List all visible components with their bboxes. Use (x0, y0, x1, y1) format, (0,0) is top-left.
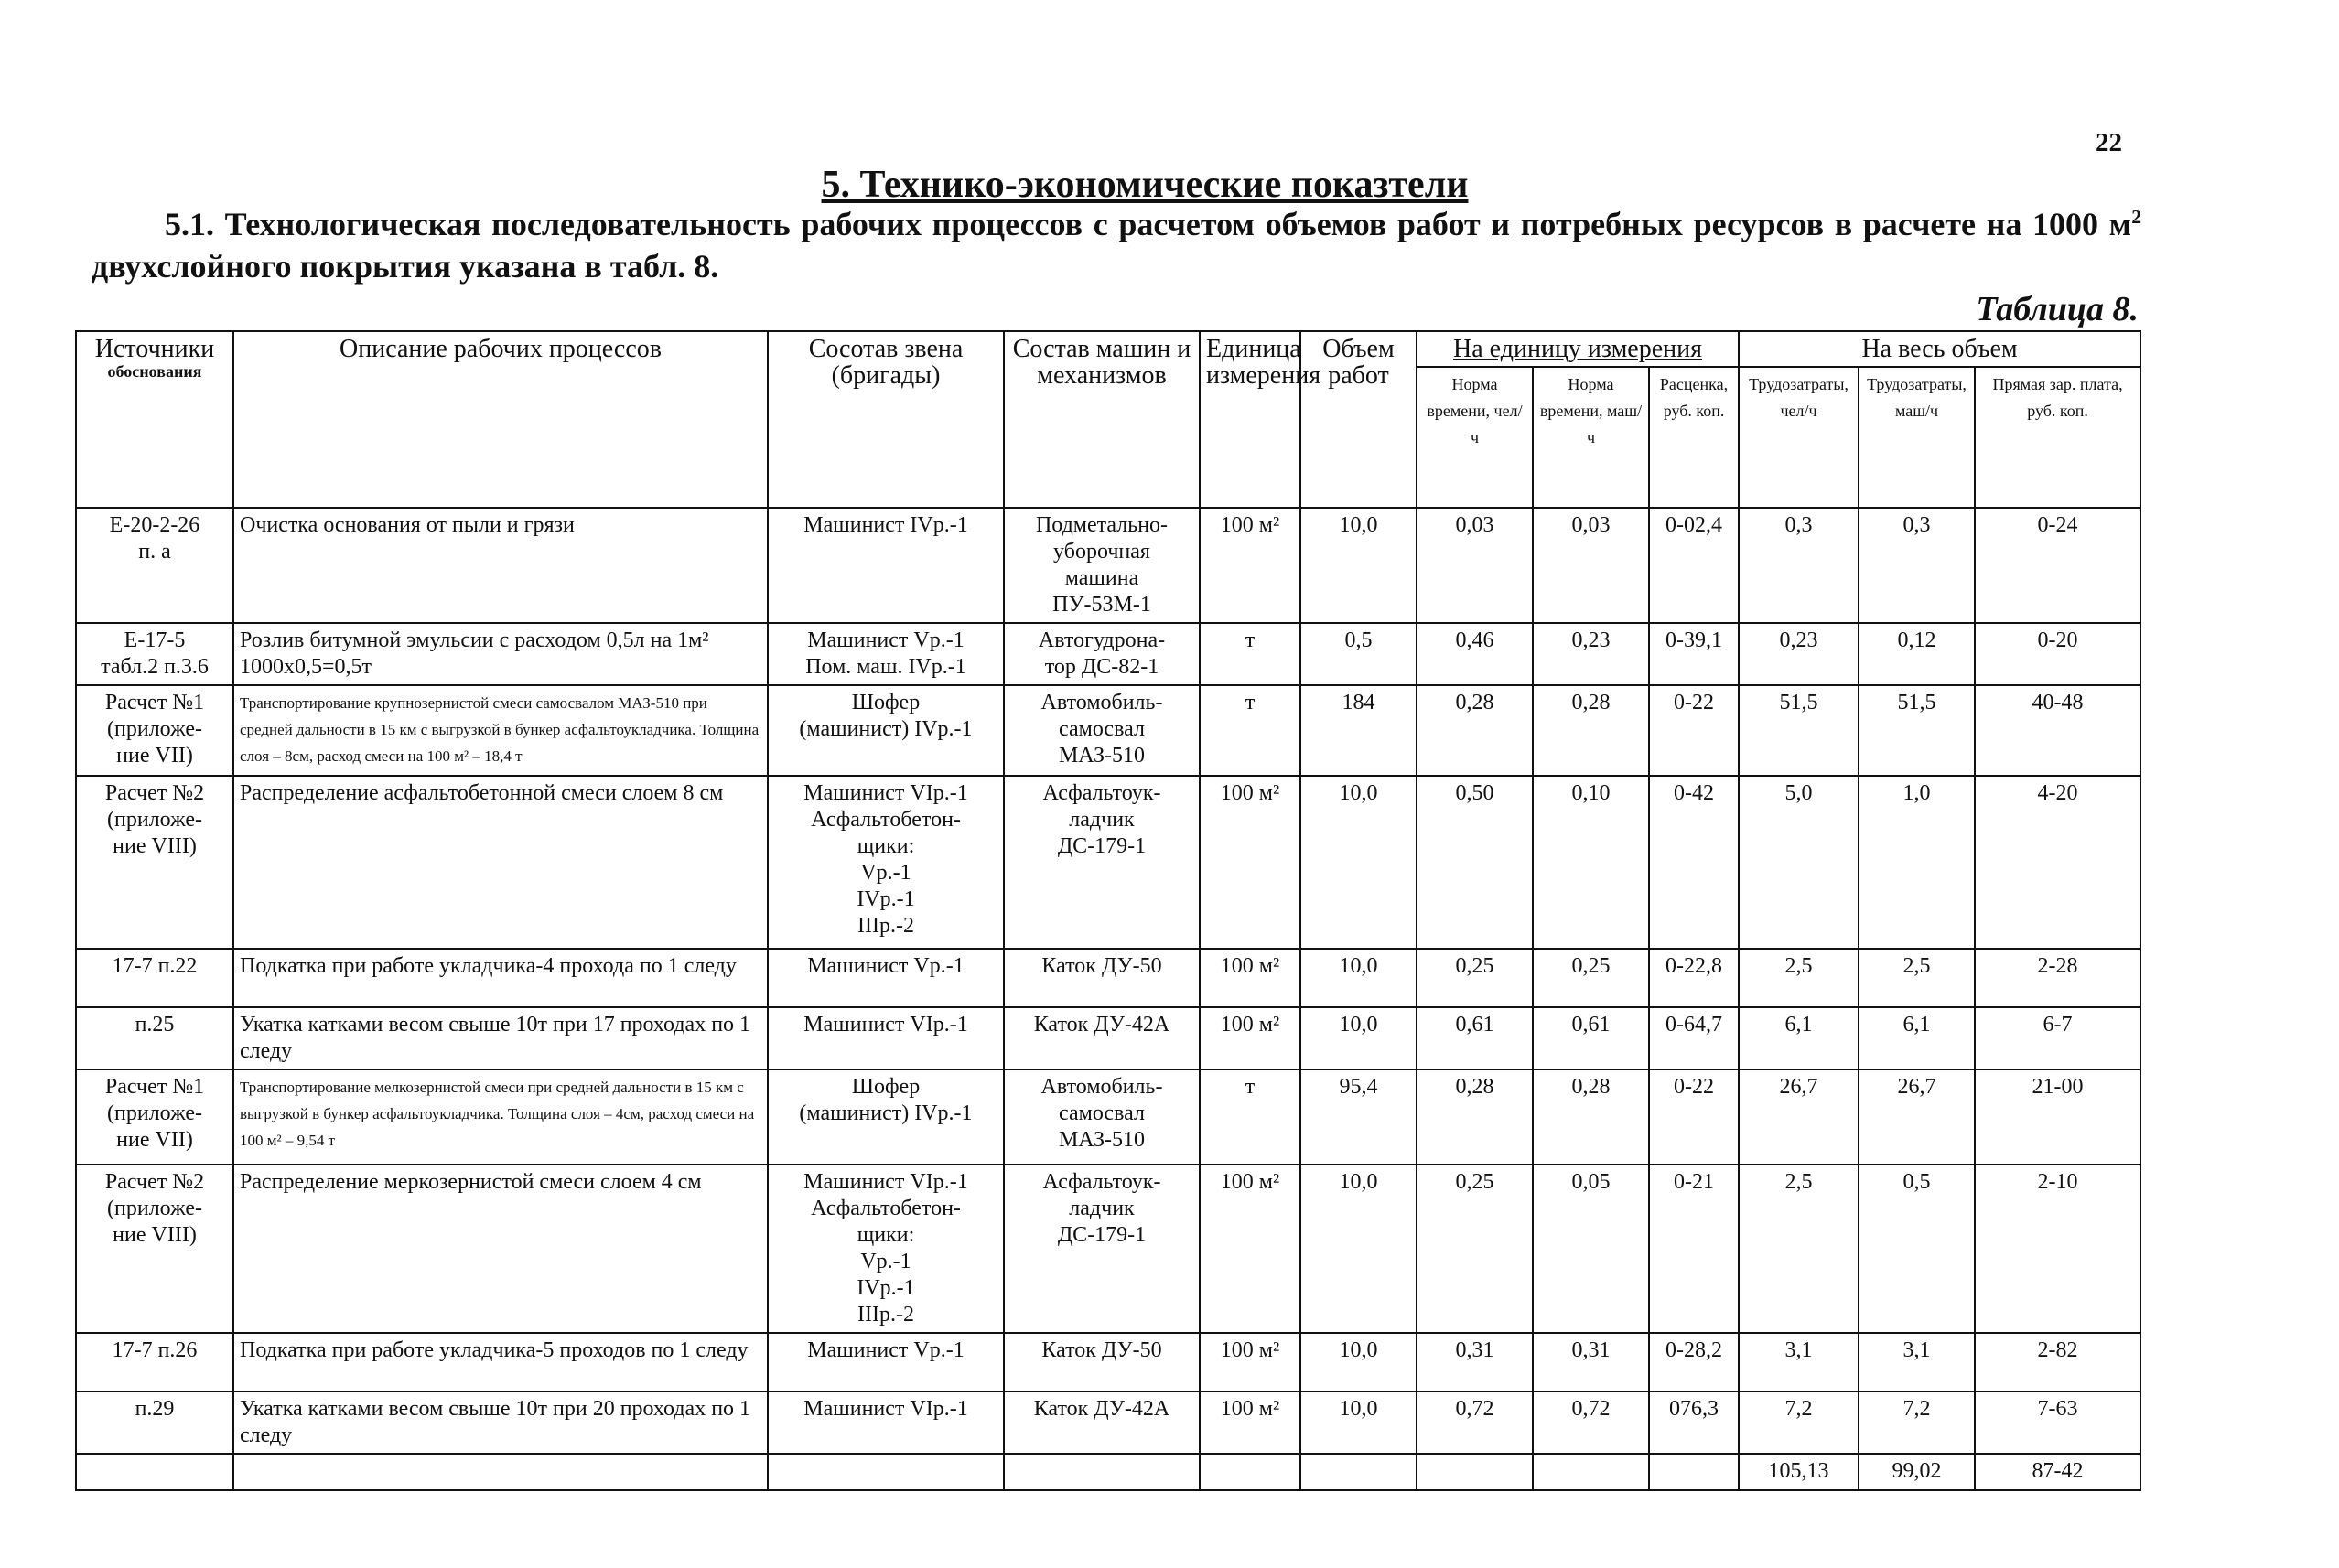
description-cell: Транспортирование крупнозернистой смеси самосвалом МАЗ-510 при средней дальности в 15 км с выгрузкой в бункер асфальтоукладчика. Толщина слоя – 8см, расход смеси на 100 м² – 18,4 т (233, 685, 768, 776)
machines-cell (1004, 623, 1200, 685)
machine-line: Подметально- (1035, 513, 1169, 537)
header-description: Описание рабочих процессов (233, 331, 768, 508)
crew-cell (768, 1007, 1004, 1069)
labor-person-cell: 0,23 (1739, 623, 1859, 685)
crew-line: Машинист Vр.-1 (807, 954, 965, 978)
norm-machine-cell: 0,25 (1533, 949, 1649, 1007)
header-source: Источники обоснования (76, 331, 233, 508)
header-rate: Расценка, руб. коп. (1649, 367, 1739, 508)
volume-cell: 10,0 (1300, 1333, 1417, 1391)
source-cell (76, 1333, 233, 1391)
crew-line: (машинист) IVр.-1 (799, 717, 973, 741)
table-row (76, 1391, 2140, 1454)
source-cell (76, 1165, 233, 1333)
header-volume: Объем работ (1300, 331, 1417, 508)
source-line: п.29 (135, 1397, 175, 1421)
labor-person-cell: 51,5 (1739, 685, 1859, 776)
rate-cell: 0-42 (1649, 776, 1739, 949)
pay-cell: 4-20 (1975, 776, 2140, 949)
rate-cell: 0-02,4 (1649, 508, 1739, 623)
source-line: Е-17-5 (124, 628, 186, 652)
crew-cell (768, 949, 1004, 1007)
crew-line: Vр.-1 (860, 861, 911, 885)
table-row (76, 685, 2140, 776)
crew-line: IVр.-1 (857, 1276, 915, 1300)
machine-line: Асфальтоук- (1042, 1170, 1161, 1194)
labor-machine-cell: 2,5 (1859, 949, 1975, 1007)
crew-line: Машинист VIр.-1 (803, 1170, 968, 1194)
norm-person-cell: 0,46 (1417, 623, 1533, 685)
rate-cell: 0-28,2 (1649, 1333, 1739, 1391)
labor-machine-cell: 0,12 (1859, 623, 1975, 685)
source-line: (приложе- (107, 1101, 202, 1125)
machine-line: тор ДС-82-1 (1044, 655, 1159, 679)
header-unit: Единица измерения (1200, 331, 1300, 508)
machine-line: Автомобиль- (1040, 1075, 1163, 1099)
header-pay: Прямая зар. плата, руб. коп. (1975, 367, 2140, 508)
machine-line: ПУ-53М-1 (1052, 593, 1151, 617)
crew-line: Машинист Vр.-1 (807, 628, 965, 652)
pay-cell: 40-48 (1975, 685, 2140, 776)
crew-line: щики: (857, 834, 915, 858)
table-row (76, 623, 2140, 685)
data-table (75, 330, 2141, 1491)
norm-person-cell: 0,28 (1417, 685, 1533, 776)
labor-machine-cell: 7,2 (1859, 1391, 1975, 1454)
crew-line: Асфальтобетон- (811, 808, 961, 832)
source-line: ние VIII) (113, 1223, 197, 1247)
header-machines: Состав машин и механизмов (1004, 331, 1200, 508)
section-heading: 5. Технико-экономические показтели (821, 164, 1469, 206)
description-cell: Очистка основания от пыли и грязи (233, 508, 768, 623)
pay-cell: 7-63 (1975, 1391, 2140, 1454)
norm-person-cell: 0,03 (1417, 508, 1533, 623)
total-labor-person: 105,13 (1739, 1454, 1859, 1490)
machines-cell (1004, 1069, 1200, 1165)
volume-cell: 0,5 (1300, 623, 1417, 685)
norm-person-cell: 0,31 (1417, 1333, 1533, 1391)
volume-cell: 10,0 (1300, 949, 1417, 1007)
source-line: Расчет №1 (104, 691, 205, 714)
table-row (76, 1165, 2140, 1333)
source-line: Расчет №1 (104, 1075, 205, 1099)
source-line: п.25 (135, 1013, 175, 1036)
norm-person-cell: 0,25 (1417, 1165, 1533, 1333)
machines-cell (1004, 1391, 1200, 1454)
source-line: табл.2 п.3.6 (101, 655, 209, 679)
crew-line: Шофер (851, 691, 921, 714)
header-norm-person: Норма времени, чел/ч (1417, 367, 1533, 508)
source-line: Расчет №2 (104, 781, 205, 805)
norm-machine-cell: 0,28 (1533, 685, 1649, 776)
norm-machine-cell: 0,28 (1533, 1069, 1649, 1165)
norm-machine-cell: 0,05 (1533, 1165, 1649, 1333)
labor-person-cell: 2,5 (1739, 1165, 1859, 1333)
unit-cell: 100 м² (1200, 1007, 1300, 1069)
description-cell: Подкатка при работе укладчика-4 прохода по 1 следу (233, 949, 768, 1007)
volume-cell: 10,0 (1300, 1165, 1417, 1333)
labor-person-cell: 6,1 (1739, 1007, 1859, 1069)
crew-line: Машинист IVр.-1 (803, 513, 968, 537)
norm-machine-cell: 0,23 (1533, 623, 1649, 685)
machine-line: Асфальтоук- (1042, 781, 1161, 805)
unit-cell: 100 м² (1200, 1391, 1300, 1454)
machine-line: Автомобиль- (1040, 691, 1163, 714)
crew-cell (768, 776, 1004, 949)
norm-person-cell: 0,61 (1417, 1007, 1533, 1069)
unit-cell: 100 м² (1200, 1165, 1300, 1333)
norm-machine-cell: 0,72 (1533, 1391, 1649, 1454)
machines-cell (1004, 776, 1200, 949)
empty-cell (1004, 1454, 1200, 1490)
machines-cell (1004, 1165, 1200, 1333)
empty-cell (1300, 1454, 1417, 1490)
total-labor-machine: 99,02 (1859, 1454, 1975, 1490)
machine-line: самосвал (1059, 1101, 1145, 1125)
unit-cell: т (1200, 685, 1300, 776)
norm-machine-cell: 0,10 (1533, 776, 1649, 949)
machines-cell (1004, 1007, 1200, 1069)
crew-cell (768, 1165, 1004, 1333)
norm-machine-cell: 0,31 (1533, 1333, 1649, 1391)
empty-cell (1649, 1454, 1739, 1490)
unit-cell: 100 м² (1200, 776, 1300, 949)
source-line: 17-7 п.26 (112, 1338, 198, 1362)
source-line: ние VII) (116, 744, 193, 768)
crew-line: IIIр.-2 (857, 1303, 914, 1326)
source-cell (76, 623, 233, 685)
empty-cell (233, 1454, 768, 1490)
volume-cell: 95,4 (1300, 1069, 1417, 1165)
table-caption: Таблица 8. (1976, 290, 2139, 328)
pay-cell: 6-7 (1975, 1007, 2140, 1069)
machines-cell (1004, 508, 1200, 623)
page-number: 22 (2096, 128, 2122, 157)
crew-cell (768, 685, 1004, 776)
total-pay: 87-42 (1975, 1454, 2140, 1490)
rate-cell: 0-39,1 (1649, 623, 1739, 685)
header-source-sub: обоснования (107, 362, 202, 381)
machine-line: ДС-179-1 (1057, 834, 1147, 858)
machine-line: Каток ДУ-50 (1041, 954, 1162, 978)
labor-machine-cell: 0,5 (1859, 1165, 1975, 1333)
labor-person-cell: 26,7 (1739, 1069, 1859, 1165)
intro-text-before: Технологическая последовательность рабочих процессов с расчетом объемов работ и потребных ресурсов в расчете на 1000 м (224, 206, 2132, 242)
source-line: (приложе- (107, 808, 202, 832)
table-row (76, 1333, 2140, 1391)
source-line: ние VII) (116, 1128, 193, 1152)
crew-line: IVр.-1 (857, 887, 915, 911)
table-row (76, 508, 2140, 623)
source-cell (76, 508, 233, 623)
description-cell: Распределение асфальтобетонной смеси слоем 8 см (233, 776, 768, 949)
labor-machine-cell: 51,5 (1859, 685, 1975, 776)
description-cell: Подкатка при работе укладчика-5 проходов по 1 следу (233, 1333, 768, 1391)
rate-cell: 0-22,8 (1649, 949, 1739, 1007)
totals-row (76, 1454, 2140, 1490)
source-line: Расчет №2 (104, 1170, 205, 1194)
volume-cell: 10,0 (1300, 1391, 1417, 1454)
header-norm-machine: Норма времени, маш/ч (1533, 367, 1649, 508)
header-labor-machine: Трудозатраты, маш/ч (1859, 367, 1975, 508)
volume-cell: 184 (1300, 685, 1417, 776)
norm-person-cell: 0,50 (1417, 776, 1533, 949)
header-crew: Сосотав звена (бригады) (768, 331, 1004, 508)
table-row (76, 776, 2140, 949)
machine-line: ДС-179-1 (1057, 1223, 1147, 1247)
crew-line: щики: (857, 1223, 915, 1247)
source-cell (76, 685, 233, 776)
header-total-group: На весь объем (1739, 331, 2140, 367)
table-row (76, 1069, 2140, 1165)
machine-line: Каток ДУ-50 (1041, 1338, 1162, 1362)
source-cell (76, 949, 233, 1007)
description-cell: Укатка катками весом свыше 10т при 20 проходах по 1 следу (233, 1391, 768, 1454)
description-cell: Транспортирование мелкозернистой смеси при средней дальности в 15 км с выгрузкой в бункер асфальтоукладчика. Толщина слоя – 4см, расход смеси на 100 м² – 9,54 т (233, 1069, 768, 1165)
volume-cell: 10,0 (1300, 508, 1417, 623)
empty-cell (76, 1454, 233, 1490)
source-line: 17-7 п.22 (112, 954, 198, 978)
empty-cell (1533, 1454, 1649, 1490)
crew-line: Vр.-1 (860, 1250, 911, 1273)
volume-cell: 10,0 (1300, 776, 1417, 949)
norm-person-cell: 0,28 (1417, 1069, 1533, 1165)
source-cell (76, 1391, 233, 1454)
intro-paragraph (92, 203, 2141, 287)
labor-person-cell: 7,2 (1739, 1391, 1859, 1454)
norm-machine-cell: 0,61 (1533, 1007, 1649, 1069)
norm-person-cell: 0,72 (1417, 1391, 1533, 1454)
labor-machine-cell: 1,0 (1859, 776, 1975, 949)
source-line: (приложе- (107, 1197, 202, 1220)
crew-line: Машинист VIр.-1 (803, 781, 968, 805)
unit-cell: 100 м² (1200, 1333, 1300, 1391)
machines-cell (1004, 949, 1200, 1007)
crew-cell (768, 1391, 1004, 1454)
machine-line: машина (1064, 566, 1139, 590)
machine-line: Каток ДУ-42А (1033, 1397, 1170, 1421)
unit-cell: т (1200, 1069, 1300, 1165)
norm-machine-cell: 0,03 (1533, 508, 1649, 623)
source-line: п. а (138, 540, 171, 564)
crew-line: Машинист VIр.-1 (803, 1397, 968, 1421)
rate-cell: 0-22 (1649, 685, 1739, 776)
crew-cell (768, 508, 1004, 623)
description-cell: Розлив битумной эмульсии с расходом 0,5л на 1м² 1000х0,5=0,5т (233, 623, 768, 685)
source-cell (76, 1069, 233, 1165)
description-cell: Укатка катками весом свыше 10т при 17 проходах по 1 следу (233, 1007, 768, 1069)
volume-cell: 10,0 (1300, 1007, 1417, 1069)
unit-cell: 100 м² (1200, 508, 1300, 623)
header-labor-person: Трудозатраты, чел/ч (1739, 367, 1859, 508)
intro-number: 5.1. (165, 206, 214, 242)
crew-line: Машинист Vр.-1 (807, 1338, 965, 1362)
machines-cell (1004, 1333, 1200, 1391)
pay-cell: 2-28 (1975, 949, 2140, 1007)
source-cell (76, 776, 233, 949)
crew-cell (768, 1069, 1004, 1165)
machine-line: МАЗ-510 (1058, 744, 1146, 768)
crew-line: Пом. маш. IVр.-1 (805, 655, 966, 679)
empty-cell (1417, 1454, 1533, 1490)
machine-line: самосвал (1059, 717, 1145, 741)
intro-text-after: двухслойного покрытия указана в табл. 8. (92, 248, 719, 285)
machine-line: ладчик (1069, 808, 1135, 832)
labor-person-cell: 5,0 (1739, 776, 1859, 949)
empty-cell (1200, 1454, 1300, 1490)
labor-machine-cell: 26,7 (1859, 1069, 1975, 1165)
crew-line: Шофер (851, 1075, 921, 1099)
labor-person-cell: 3,1 (1739, 1333, 1859, 1391)
intro-sup: 2 (2131, 206, 2142, 228)
machine-line: Автогудрона- (1038, 628, 1166, 652)
source-line: Е-20-2-26 (109, 513, 200, 537)
pay-cell: 2-10 (1975, 1165, 2140, 1333)
crew-line: Машинист VIр.-1 (803, 1013, 968, 1036)
labor-person-cell: 0,3 (1739, 508, 1859, 623)
source-cell (76, 1007, 233, 1069)
pay-cell: 0-24 (1975, 508, 2140, 623)
labor-machine-cell: 3,1 (1859, 1333, 1975, 1391)
pay-cell: 21-00 (1975, 1069, 2140, 1165)
norm-person-cell: 0,25 (1417, 949, 1533, 1007)
pay-cell: 0-20 (1975, 623, 2140, 685)
header-row-1 (76, 331, 2140, 367)
crew-cell (768, 623, 1004, 685)
rate-cell: 0-64,7 (1649, 1007, 1739, 1069)
machine-line: МАЗ-510 (1058, 1128, 1146, 1152)
crew-line: (машинист) IVр.-1 (799, 1101, 973, 1125)
crew-line: Асфальтобетон- (811, 1197, 961, 1220)
crew-line: IIIр.-2 (857, 914, 914, 938)
machine-line: уборочная (1053, 540, 1150, 564)
machine-line: Каток ДУ-42А (1033, 1013, 1170, 1036)
machines-cell (1004, 685, 1200, 776)
rate-cell: 076,3 (1649, 1391, 1739, 1454)
table-row (76, 1007, 2140, 1069)
description-cell: Распределение меркозернистой смеси слоем 4 см (233, 1165, 768, 1333)
pay-cell: 2-82 (1975, 1333, 2140, 1391)
source-line: ние VIII) (113, 834, 197, 858)
unit-cell: 100 м² (1200, 949, 1300, 1007)
rate-cell: 0-22 (1649, 1069, 1739, 1165)
crew-cell (768, 1333, 1004, 1391)
header-per-unit-group: На единицу измерения (1417, 331, 1739, 367)
labor-machine-cell: 0,3 (1859, 508, 1975, 623)
machine-line: ладчик (1069, 1197, 1135, 1220)
rate-cell: 0-21 (1649, 1165, 1739, 1333)
labor-person-cell: 2,5 (1739, 949, 1859, 1007)
table-row (76, 949, 2140, 1007)
labor-machine-cell: 6,1 (1859, 1007, 1975, 1069)
unit-cell: т (1200, 623, 1300, 685)
empty-cell (768, 1454, 1004, 1490)
source-line: (приложе- (107, 717, 202, 741)
